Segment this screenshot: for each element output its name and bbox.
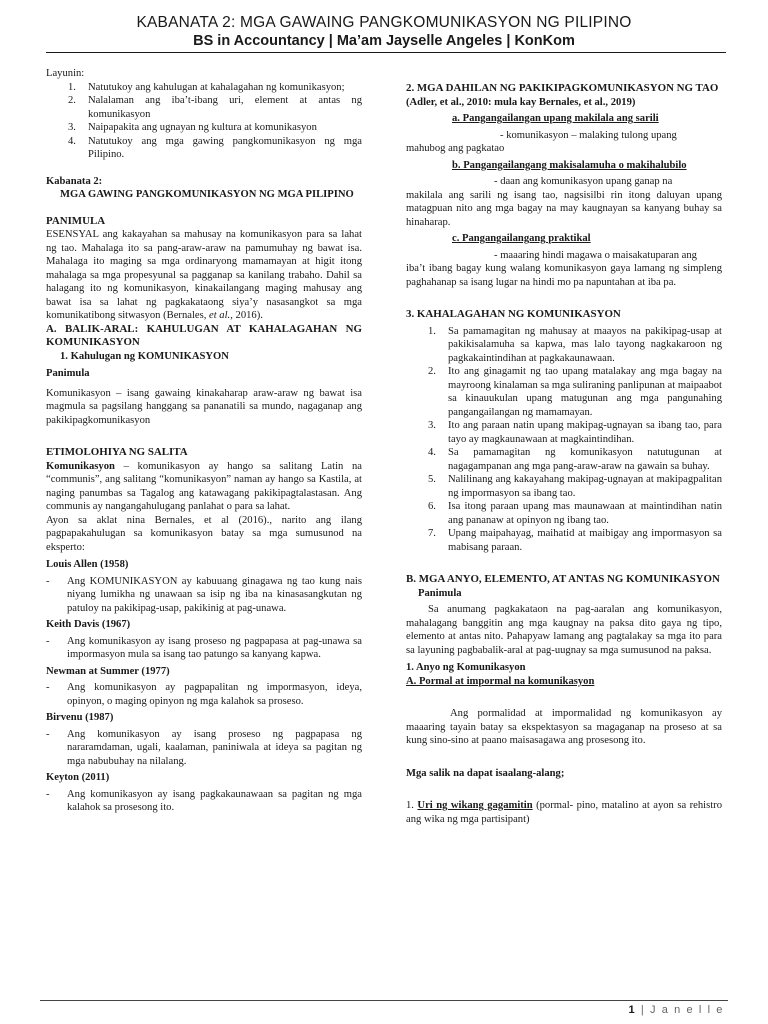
expert-name: Newman at Summer (1977) bbox=[46, 665, 170, 677]
section-b-heading: B. MGA ANYO, ELEMENTO, AT ANTAS NG KOMUNIKASYON bbox=[406, 573, 720, 585]
expert-name: Louis Allen (1958) bbox=[46, 559, 129, 570]
kahalagahan-item bbox=[428, 446, 722, 473]
panimula-subheading: Panimula bbox=[46, 368, 90, 379]
kahalagahan-item bbox=[428, 365, 722, 419]
expert-name: Keyton (2011) bbox=[46, 772, 110, 783]
salik-heading: Mga salik na dapat isaalang-alang; bbox=[406, 767, 565, 779]
expert-quote bbox=[46, 635, 362, 662]
page-footer bbox=[629, 1004, 724, 1016]
kahalagahan-item bbox=[428, 473, 722, 500]
section3-heading: 3. KAHALAGAHAN NG KOMUNIKASYON bbox=[406, 308, 621, 320]
kahalagahan-item-number: 3. bbox=[428, 420, 436, 431]
anyo-heading: 1. Anyo ng Komunikasyon bbox=[406, 662, 526, 673]
reason-a-text1: komunikasyon – malaking tulong upang bbox=[506, 129, 677, 141]
right-column bbox=[406, 82, 722, 826]
expert-quote bbox=[46, 681, 362, 708]
expert-quote bbox=[46, 788, 362, 815]
kahalagahan-item-number: 7. bbox=[428, 528, 436, 539]
reason-c-title: c. Pangangailangang praktikal bbox=[452, 233, 591, 244]
experts-list bbox=[46, 558, 362, 815]
etimolohiya-heading: ETIMOLOHIYA NG SALITA bbox=[46, 446, 188, 458]
layunin-item-number: 2. bbox=[68, 95, 76, 106]
expert-text: Ang KOMUNIKASYON ay kabuuang ginagawa ng tao kung nais niyang lumikha ng unawaan sa isip ng iba na kinasasangkutan ng patuloy na pakikipag-usap, pakikinig at pag-unawa. bbox=[67, 575, 362, 614]
layunin-item-number: 3. bbox=[68, 122, 76, 133]
kahalagahan-item-text: Sa pamamagitan ng mahusay at maayos na pakikipag-usap at pakikisalamuha sa kapwa, mas lalo tayong nagkakaroon ng pagkakaintindihan at pagkakaunawaan. bbox=[448, 325, 722, 364]
uri-number: 1. bbox=[406, 800, 418, 811]
section2-heading: 2. MGA DAHILAN NG PAKIKIPAGKOMUNIKASYON NG TAO bbox=[406, 82, 719, 94]
section2-citation: (Adler, et al., 2010: mula kay Bernales, et al., 2019) bbox=[406, 96, 636, 108]
reason-c-text1: maaaring hindi magawa o maisakatuparan ang bbox=[500, 249, 697, 261]
expert-name: Keith Davis (1967) bbox=[46, 619, 131, 630]
kahalagahan-item-number: 6. bbox=[428, 501, 436, 512]
uri-text: (pormal- pino, matalino at ayon sa rehistro ang wika ng mga partisipant) bbox=[406, 800, 722, 825]
kahalagahan-list bbox=[406, 325, 722, 555]
etimolohiya-term: Komunikasyon bbox=[46, 460, 115, 472]
expert-name: Birvenu (1987) bbox=[46, 712, 114, 723]
reason-b-text2: makilala ang sarili ng isang tao, nagsisilbi rin itong daluyan upang matagpuan nito ang mga bagay na may kaugnayan sa kanyang buhay sa hinaharap. bbox=[406, 189, 722, 228]
footer-divider bbox=[40, 1000, 728, 1001]
layunin-item-text: Natutukoy ang kahulugan at kahalagahan ng komunikasyon; bbox=[88, 81, 345, 93]
layunin-label: Layunin: bbox=[46, 68, 85, 79]
panimula-text: ESENSYAL ang kakayahan sa mahusay na komunikasyon para sa lahat ng tao. Mahalaga ito sa pang-araw-araw na pamumuhay ng bawat isa. Mahalaga ito maging sa mga ordinaryong mamamayan at higit itong mahalaga sa mga propesyunal sa pagganap sa kanilang trabaho. Dahil sa halagang ito ng komunikasyon, kinakailangang maging mahusay ang bawat isa sa lahat ng pagkakataong siya’y nasasangkot sa mga komunikatibong sitwasyon (Bernales, bbox=[46, 229, 362, 321]
layunin-item-text: Natutukoy ang mga gawing pangkomunikasyon ng mga Pilipino. bbox=[88, 135, 362, 160]
komunikasyon-definition: Komunikasyon – isang gawaing kinakaharap araw-araw ng bawat isa magmula sa pagsilang hanggang sa pananatili sa mundo, nagaganap ang pakikipagkomunikasyon bbox=[46, 387, 362, 426]
kabanata-title: MGA GAWING PANGKOMUNIKASYON NG MGA PILIPINO bbox=[60, 189, 354, 200]
layunin-list bbox=[46, 81, 362, 162]
b-panimula-paragraph: Sa anumang pagkakataon na pag-aaralan ang komunikasyon, mahalagang banggitin ang mga kaugnay na paksa dito gaya ng tipo, elemento at antas nito. Pahapyaw lamang ang pagtalakay sa mga ito para sa layuning pagbabalik-aral at pag-uugnay sa mga sumusunod na paksa. bbox=[406, 604, 722, 656]
etimolohiya-paragraph bbox=[46, 460, 362, 514]
reason-b-line1 bbox=[406, 175, 722, 189]
kahalagahan-item-number: 5. bbox=[428, 474, 436, 485]
kahalagahan-item bbox=[428, 527, 722, 554]
layunin-item-number: 4. bbox=[68, 135, 76, 147]
document-header bbox=[0, 14, 768, 49]
kahalagahan-item-text: Isa itong paraan upang mas maunawaan at maintindihan natin ang pananaw at opinyon ng ibang tao. bbox=[448, 501, 722, 526]
section-a-heading: A. BALIK-ARAL: KAHULUGAN AT KAHALAGAHAN NG KOMUNIKASYON bbox=[46, 322, 362, 348]
pormal-heading: A. Pormal at impormal na komunikasyon bbox=[406, 675, 595, 687]
kahalagahan-item bbox=[428, 325, 722, 366]
expert-quote bbox=[46, 575, 362, 616]
panimula-paragraph bbox=[46, 228, 362, 323]
expert-dash: - bbox=[46, 682, 50, 693]
panimula-year: 2016). bbox=[235, 310, 263, 321]
uri-title: Uri ng wikang gagamitin bbox=[417, 800, 533, 811]
kahalagahan-item-number: 2. bbox=[428, 366, 436, 377]
reason-a-dash: - bbox=[500, 129, 504, 141]
page-number: 1 bbox=[628, 1004, 637, 1016]
etimolohiya-text: – komunikasyon ay hango sa salitang Latin na “communis”, ang salitang “komunikasyon” naman ay hango sa Kastila, at naging panumbas sa Tagalog ang katawagang pakikipagtalastasan. Ang communis ay nangangahulugang panlahat o para sa lahat. bbox=[46, 460, 362, 512]
document-subtitle: BS in Accountancy | Ma’am Jayselle Angeles | KonKom bbox=[193, 33, 575, 49]
kahalagahan-item-text: Sa pamamagitan ng komunikasyon natutugunan at nagagampanan ang mga pang-araw-araw na gawain sa buhay. bbox=[448, 447, 722, 472]
reason-a-line1 bbox=[406, 129, 722, 143]
reason-a-line2: mahubog ang pagkatao bbox=[406, 143, 505, 154]
reason-b-title: b. Pangangailangang makisalamuha o makihalubilo bbox=[452, 159, 687, 171]
kahalagahan-item bbox=[428, 419, 722, 446]
expert-text: Ang komunikasyon ay isang proseso ng pagpapasa at pag-unawa sa impormasyon mula sa isang tao patungo sa kanyang kapwa. bbox=[67, 635, 362, 660]
kabanata-label: Kabanata 2: bbox=[46, 175, 103, 187]
kahalagahan-item-text: Nalilinang ang kakayahang makipag-ugnayan at makipagpalitan ng impormasyon sa ibang tao. bbox=[448, 474, 722, 499]
kahalagahan-item-number: 4. bbox=[428, 447, 436, 458]
kahalagahan-item-text: Ito ang paraan natin upang makipag-ugnayan sa ibang tao, para tayo ay magkaunawaan at magkaintindihan. bbox=[448, 420, 722, 445]
document-title: KABANATA 2: MGA GAWAING PANGKOMUNIKASYON NG PILIPINO bbox=[136, 14, 632, 31]
left-column bbox=[46, 67, 362, 815]
b-panimula-subheading: Panimula bbox=[418, 587, 462, 599]
layunin-item-text: Naipapakita ang ugnayan ng kultura at komunikasyon bbox=[88, 122, 317, 133]
expert-text: Ang komunikasyon ay isang proseso ng pagpapasa ng nararamdaman, ugali, kaalaman, paniniwala at ideya sa pagitan ng mga nabubuhay na nilalang. bbox=[67, 728, 362, 767]
reason-c-dash: - bbox=[494, 249, 498, 261]
layunin-item-number: 1. bbox=[68, 81, 76, 93]
section-a1-heading: 1. Kahulugan ng KOMUNIKASYON bbox=[60, 350, 229, 362]
kahalagahan-item-text: Upang maipahayag, maihatid at maibigay ang impormasyon sa mabisang paraan. bbox=[448, 528, 722, 553]
layunin-item bbox=[68, 135, 362, 162]
expert-dash: - bbox=[46, 728, 50, 740]
expert-quote bbox=[46, 728, 362, 769]
reason-c-line1 bbox=[406, 249, 722, 263]
layunin-item-text: Nalalaman ang iba’t-ibang uri, element at antas ng komunikasyon bbox=[88, 95, 362, 120]
reason-c-text2: iba’t ibang bagay kung walang komunikasyon gaya lamang ng simpleng paghahanap sa isang lugar na hindi mo pa napuntahan at iba pa. bbox=[406, 263, 722, 288]
kahalagahan-item-number: 1. bbox=[428, 325, 436, 337]
kahalagahan-item bbox=[428, 500, 722, 527]
uri-paragraph bbox=[406, 799, 722, 826]
pormal-paragraph: Ang pormalidad at impormalidad ng komunikasyon ay maaaring tayain batay sa ekspektasyon sa magaganap na proseso at sa kung sino-sino at paano maisasagawa ang prosesong ito. bbox=[406, 708, 722, 746]
reason-a-title: a. Pangangailangan upang makilala ang sarili bbox=[452, 113, 659, 124]
expert-text: Ang komunikasyon ay pagpapalitan ng impormasyon, ideya, opinyon, o maging opinyon ng mga kalahok sa proseso. bbox=[67, 682, 362, 707]
expert-text: Ang komunikasyon ay isang pagkakaunawaan sa pagitan ng mga kalahok sa prosesong ito. bbox=[67, 788, 362, 813]
panimula-heading: PANIMULA bbox=[46, 214, 106, 227]
reason-b-dash: - bbox=[494, 176, 498, 187]
header-divider bbox=[46, 52, 726, 53]
reason-b-text1: daan ang komunikasyon upang ganap na bbox=[500, 176, 673, 187]
layunin-item bbox=[68, 94, 362, 121]
expert-dash: - bbox=[46, 575, 50, 587]
kahalagahan-item-text: Ito ang ginagamit ng tao upang matalakay ang mga bagay na mayroong kinalaman sa mga suliraning panlipunan at maipaabot sa kinauukulan upang matugunan ang mga pangunahing pangangailangan ng mamamayan. bbox=[448, 366, 722, 418]
layunin-item bbox=[68, 121, 362, 135]
expert-dash: - bbox=[46, 788, 50, 800]
footer-author: | J a n e l l e bbox=[636, 1004, 724, 1016]
panimula-cite: et al., bbox=[209, 310, 233, 321]
layunin-item bbox=[68, 81, 362, 95]
ayon-paragraph: Ayon sa aklat nina Bernales, et al (2016)., narito ang ilang pagpapakahulugan sa komunikasyon batay sa mga sumusunod na eksperto: bbox=[46, 514, 362, 553]
expert-dash: - bbox=[46, 635, 50, 647]
